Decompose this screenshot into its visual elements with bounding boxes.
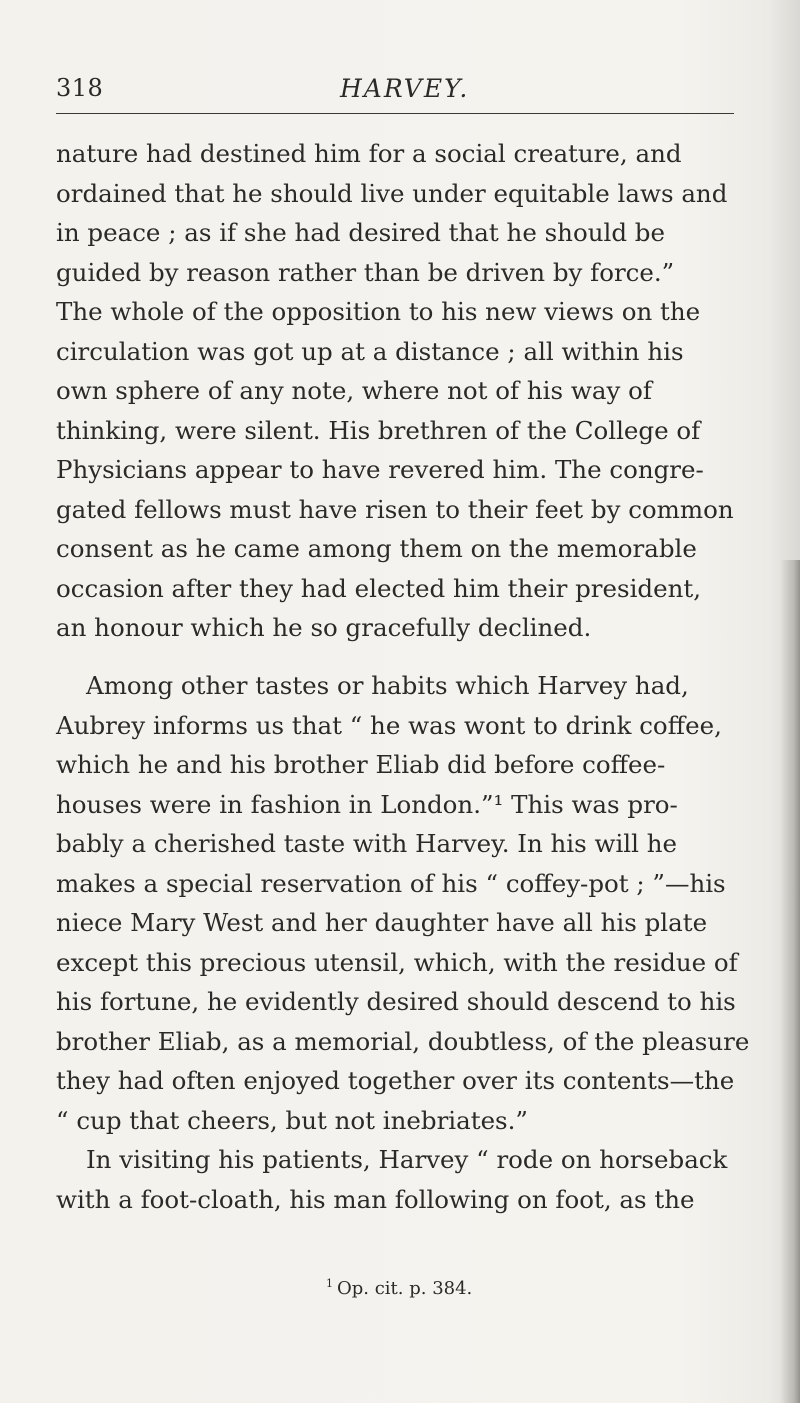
text-line: In visiting his patients, Harvey “ rode on horseback (86, 1145, 728, 1174)
footnote (326, 1277, 472, 1299)
text-line: Aubrey informs us that “ he was wont to drink coffee, (56, 710, 722, 740)
text-line: they had often enjoyed together over its contents—the (56, 1066, 735, 1095)
text-line: niece Mary West and her daughter have all his plate (56, 908, 708, 937)
footnote-marker: 1 (326, 1277, 333, 1290)
text-line: brother Eliab, as a memorial, doubtless, of the pleasure (56, 1026, 750, 1056)
text-line: except this precious utensil, which, with the residue of (56, 947, 738, 977)
text-line: own sphere of any note, where not of his way of (56, 376, 652, 405)
header-rule (56, 113, 734, 114)
text-line: his fortune, he evidently desired should descend to his (56, 987, 736, 1016)
text-line: houses were in fashion in London.”¹ This was pro- (56, 789, 678, 819)
text-line: bably a cherished taste with Harvey. In his will he (56, 829, 678, 858)
text-line: occasion after they had elected him their president, (56, 573, 702, 603)
page-edge-shadow (780, 560, 800, 1403)
text-line: Physicians appear to have revered him. The congre- (56, 455, 704, 484)
text-line: The whole of the opposition to his new views on the (56, 297, 701, 326)
paragraph-1 (56, 134, 744, 648)
page-header (56, 74, 736, 106)
text-line: with a foot-cloath, his man following on foot, as the (56, 1184, 695, 1214)
text-line: an honour which he so gracefully declined. (56, 613, 592, 642)
running-head: HARVEY. (340, 74, 470, 103)
page-number: 318 (56, 74, 104, 102)
text-line: consent as he came among them on the memorable (56, 534, 697, 563)
text-line: Among other tastes or habits which Harvey had, (86, 671, 689, 700)
text-line: nature had destined him for a social creature, and (56, 139, 682, 168)
text-line: ordained that he should live under equitable laws and (56, 178, 728, 208)
text-line: “ cup that cheers, but not inebriates.” (56, 1105, 528, 1135)
paragraph-2 (56, 666, 750, 1140)
text-line: in peace ; as if she had desired that he should be (56, 218, 665, 247)
text-line: circulation was got up at a distance ; all within his (56, 336, 684, 366)
text-line: which he and his brother Eliab did before coffee- (56, 750, 666, 779)
footnote-text: Op. cit. p. 384. (337, 1278, 473, 1299)
text-line: gated fellows must have risen to their feet by common (56, 494, 734, 524)
paragraph-3 (56, 1140, 744, 1219)
text-line: makes a special reservation of his “ coffey-pot ; ”—his (56, 868, 726, 898)
text-line: guided by reason rather than be driven by force.” (56, 257, 675, 287)
text-line: thinking, were silent. His brethren of the College of (56, 415, 701, 445)
